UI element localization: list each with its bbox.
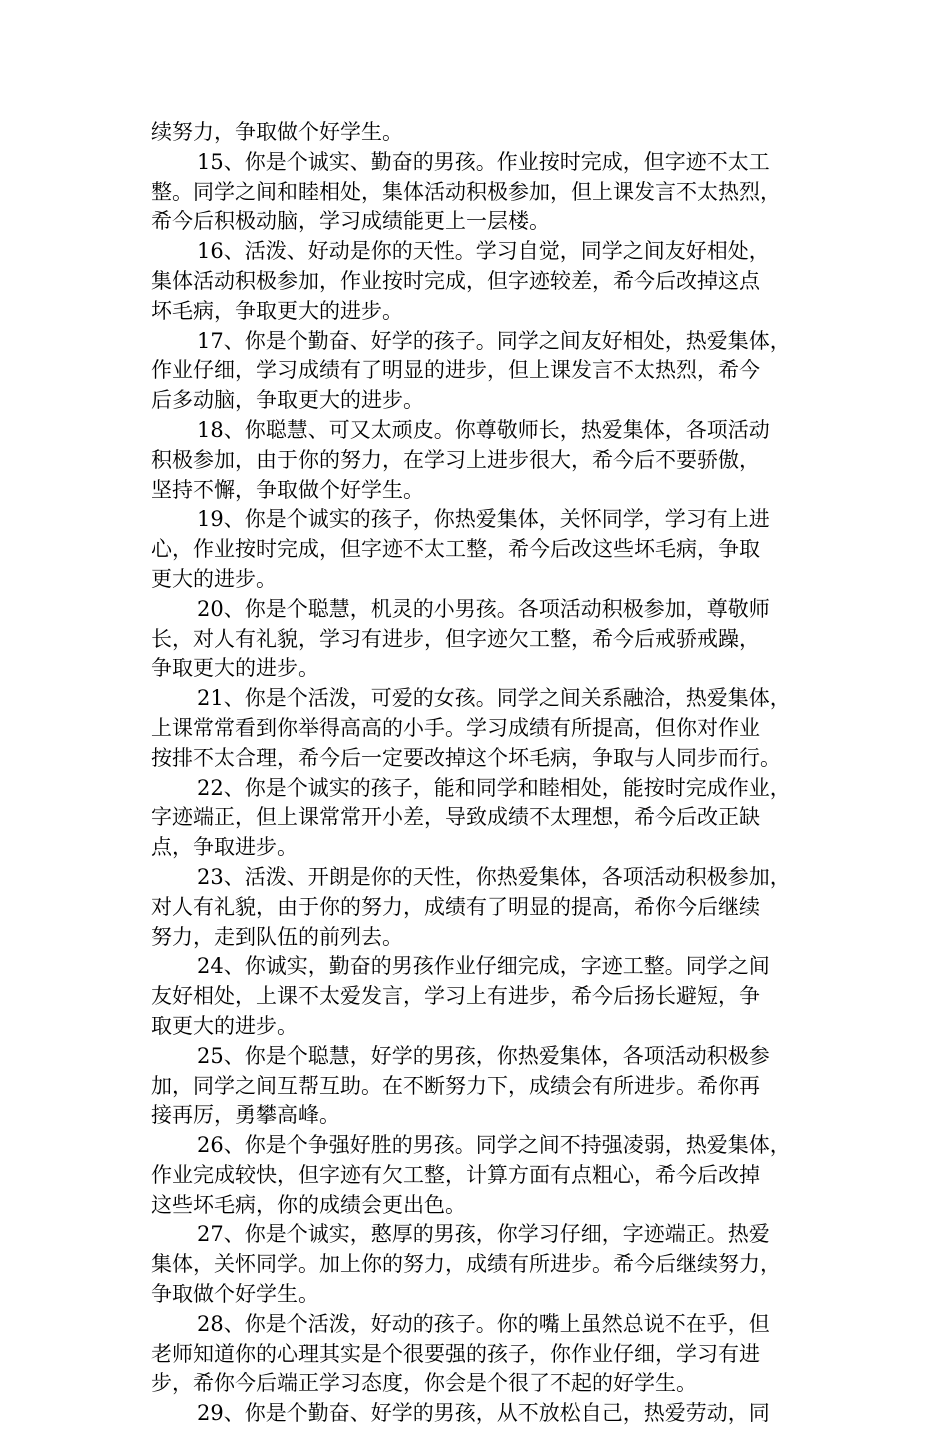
paragraph-line: 友好相处，上课不太爱发言，学习上有进步，希今后扬长避短，争	[151, 984, 760, 1009]
paragraph-line: 取更大的进步。	[151, 1013, 298, 1038]
paragraph-first-line: 25、你是个聪慧，好学的男孩，你热爱集体，各项活动积极参	[197, 1043, 770, 1068]
document-body	[151, 118, 799, 1429]
paragraph-first-line: 21、你是个活泼，可爱的女孩。同学之间关系融洽，热爱集体，	[197, 686, 791, 711]
paragraph-line: 坏毛病，争取更大的进步。	[151, 298, 403, 323]
paragraph-line: 接再厉，勇攀高峰。	[151, 1103, 340, 1128]
paragraph-first-line: 23、活泼、开朗是你的天性，你热爱集体，各项活动积极参加，	[197, 864, 791, 889]
paragraph-first-line: 28、你是个活泼，好动的孩子。你的嘴上虽然总说不在乎，但	[197, 1311, 770, 1336]
paragraph-line: 长，对人有礼貌，学习有进步，但字迹欠工整，希今后戒骄戒躁，	[151, 626, 760, 651]
paragraph-first-line: 22、你是个诚实的孩子，能和同学和睦相处，能按时完成作业，	[197, 775, 791, 800]
paragraph-line: 后多动脑，争取更大的进步。	[151, 388, 424, 413]
paragraph-line: 上课常常看到你举得高高的小手。学习成绩有所提高，但你对作业	[151, 715, 760, 740]
paragraph-line: 作业完成较快，但字迹有欠工整，计算方面有点粗心，希今后改掉	[151, 1162, 760, 1187]
paragraph-line: 点，争取进步。	[151, 835, 298, 860]
paragraph-line: 更大的进步。	[151, 566, 277, 591]
paragraph-line: 字迹端正，但上课常常开小差，导致成绩不太理想，希今后改正缺	[151, 805, 760, 830]
paragraph-line: 坚持不懈，争取做个好学生。	[151, 477, 424, 502]
paragraph-first-line: 29、你是个勤奋、好学的男孩，从不放松自己，热爱劳动，同	[197, 1401, 770, 1426]
paragraph-line: 按排不太合理，希今后一定要改掉这个坏毛病，争取与人同步而行。	[151, 745, 781, 770]
paragraph-first-line: 24、你诚实，勤奋的男孩作业仔细完成，字迹工整。同学之间	[197, 954, 770, 979]
paragraph-line: 续努力，争取做个好学生。	[151, 120, 403, 144]
paragraph-first-line: 17、你是个勤奋、好学的孩子。同学之间友好相处，热爱集体，	[197, 328, 791, 353]
paragraph-line: 争取做个好学生。	[151, 1282, 319, 1307]
paragraph-first-line: 26、你是个争强好胜的男孩。同学之间不持强凌弱，热爱集体，	[197, 1133, 791, 1158]
paragraph-first-line: 16、活泼、好动是你的天性。学习自觉，同学之间友好相处，	[197, 239, 770, 264]
paragraph-line: 整。同学之间和睦相处，集体活动积极参加，但上课发言不太热烈，	[151, 179, 781, 204]
paragraph-line: 争取更大的进步。	[151, 656, 319, 681]
paragraph-line: 希今后积极动脑，学习成绩能更上一层楼。	[151, 209, 550, 234]
paragraph-first-line: 27、你是个诚实，憨厚的男孩，你学习仔细，字迹端正。热爱	[197, 1222, 770, 1247]
paragraph-line: 心，作业按时完成，但字迹不太工整，希今后改这些坏毛病，争取	[151, 537, 760, 562]
paragraph-first-line: 18、你聪慧、可又太顽皮。你尊敬师长，热爱集体，各项活动	[197, 417, 770, 442]
paragraph-line: 这些坏毛病，你的成绩会更出色。	[151, 1192, 466, 1217]
paragraph-line: 努力，走到队伍的前列去。	[151, 924, 403, 949]
paragraph-line: 集体，关怀同学。加上你的努力，成绩有所进步。希今后继续努力，	[151, 1252, 781, 1277]
paragraph-first-line: 15、你是个诚实、勤奋的男孩。作业按时完成，但字迹不太工	[197, 149, 770, 174]
paragraph-line: 积极参加，由于你的努力，在学习上进步很大，希今后不要骄傲，	[151, 447, 760, 472]
paragraph-line: 步，希你今后端正学习态度，你会是个很了不起的好学生。	[151, 1371, 697, 1396]
paragraph-line: 集体活动积极参加，作业按时完成，但字迹较差，希今后改掉这点	[151, 268, 760, 293]
paragraph-first-line: 20、你是个聪慧，机灵的小男孩。各项活动积极参加，尊敬师	[197, 596, 770, 621]
paragraph-line: 对人有礼貌，由于你的努力，成绩有了明显的提高，希你今后继续	[151, 894, 760, 919]
paragraph-line: 加，同学之间互帮互助。在不断努力下，成绩会有所进步。希你再	[151, 1073, 760, 1098]
paragraph-line: 老师知道你的心理其实是个很要强的孩子，你作业仔细，学习有进	[151, 1341, 760, 1366]
paragraph-first-line: 19、你是个诚实的孩子，你热爱集体，关怀同学，学习有上进	[197, 507, 770, 532]
paragraph-line: 作业仔细，学习成绩有了明显的进步，但上课发言不太热烈，希今	[151, 358, 760, 383]
